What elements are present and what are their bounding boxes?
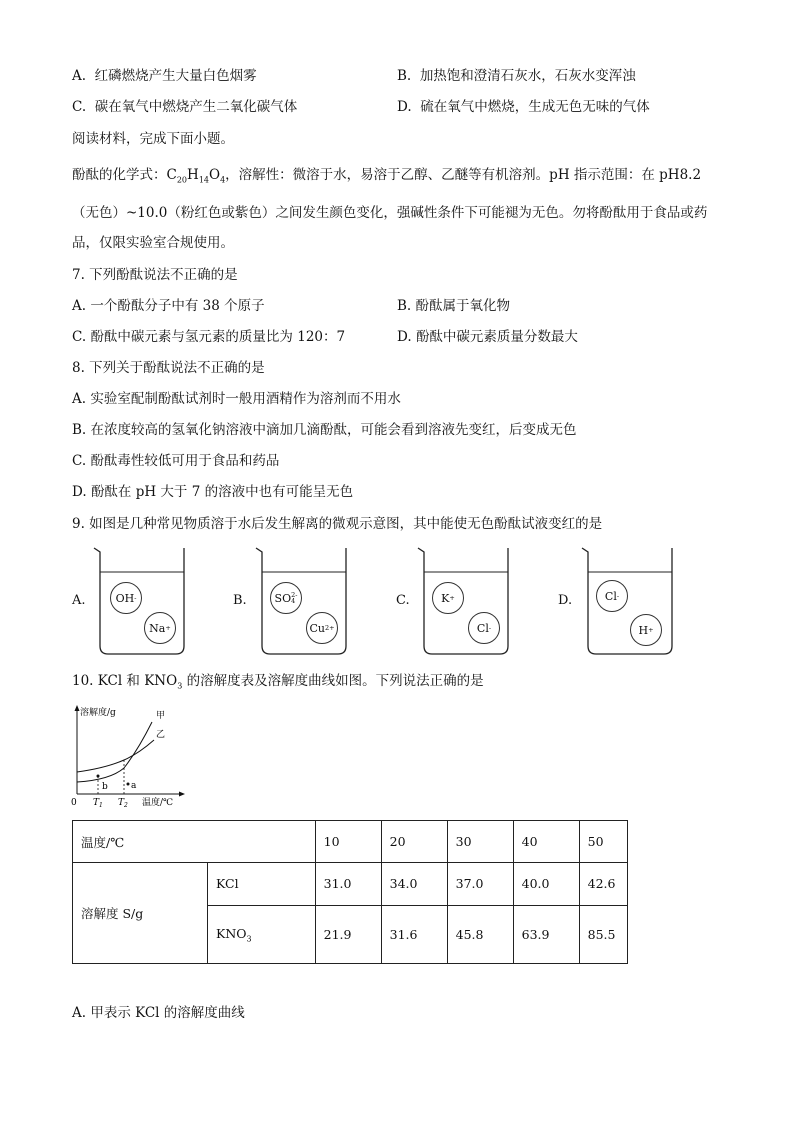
q7-stem: 7. 下列酚酞说法不正确的是 <box>72 267 238 283</box>
table-row-temp <box>73 821 628 863</box>
ion-copper: Cu 2+ <box>306 612 338 644</box>
ion-sulfate: SO 2- 4 <box>270 582 302 614</box>
curve-label-yi: 乙 <box>156 730 166 740</box>
q6-option-d: D. 硫在氧气中燃烧，生成无色无味的气体 <box>397 99 650 115</box>
beaker-d <box>580 546 680 658</box>
phenolphthalein-formula: $C_{20}H_{14}O_4$ <box>166 167 226 185</box>
graph-origin: 0 <box>71 798 77 808</box>
q6-option-a: A. 红磷燃烧产生大量白色烟雾 <box>72 68 257 84</box>
cell-temp: 50 <box>579 821 627 863</box>
cell-value: 37.0 <box>447 863 513 905</box>
curve-yi <box>77 740 154 772</box>
x-axis-arrow <box>179 792 185 797</box>
cell-temp: 20 <box>381 821 447 863</box>
t2-label: $T_2$ <box>118 798 128 809</box>
q8-option-c: C. 酚酞毒性较低可用于食品和药品 <box>72 453 280 469</box>
q9-label-c: C. <box>396 593 410 608</box>
t1-label: $T_1$ <box>93 798 103 809</box>
q8-option-d: D. 酚酞在 pH 大于 7 的溶液中也有可能呈无色 <box>72 484 354 500</box>
material-line-3: 品，仅限实验室合规使用。 <box>72 235 234 251</box>
y-axis-arrow <box>75 705 80 711</box>
material-line-2: （无色）~10.0（粉红色或紫色）之间发生颜色变化，强碱性条件下可能褪为无色。勿将酚酞用于食品或药 <box>72 205 708 221</box>
cell-value: 40.0 <box>513 863 579 905</box>
cell-value: 31.0 <box>315 863 381 905</box>
q8-option-a: A. 实验室配制酚酞试剂时一般用酒精作为溶剂而不用水 <box>72 391 401 407</box>
cell-temp: 30 <box>447 821 513 863</box>
cell-temp: 40 <box>513 821 579 863</box>
graph-xlabel: 温度/℃ <box>142 798 174 808</box>
q10-stem: 10. KCl 和 $KNO_3$ 的溶解度表及溶解度曲线如图。下列说法正确的是 <box>72 673 484 691</box>
point-b <box>97 775 100 778</box>
ion-hydroxide: OH - <box>110 582 142 614</box>
cell-value: 21.9 <box>315 905 381 963</box>
q6-option-b: B. 加热饱和澄清石灰水，石灰水变浑浊 <box>397 68 636 84</box>
graph-ylabel: 溶解度/g <box>80 708 116 718</box>
q9-label-a: A. <box>72 593 86 608</box>
q7-option-a: A. 一个酚酞分子中有 38 个原子 <box>72 298 265 314</box>
q8-option-b: B. 在浓度较高的氢氧化钠溶液中滴加几滴酚酞，可能会看到溶液先变红，后变成无色 <box>72 422 577 438</box>
beaker-b <box>254 546 354 658</box>
cell-substance: $KNO_3$ <box>208 905 316 963</box>
reading-intro: 阅读材料，完成下面小题。 <box>72 131 234 147</box>
cell-value: 34.0 <box>381 863 447 905</box>
ion-chloride: Cl - <box>596 580 628 612</box>
table-row-kcl <box>73 863 628 905</box>
solubility-graph <box>70 702 190 816</box>
q10-option-a: A. 甲表示 KCl 的溶解度曲线 <box>72 1005 245 1021</box>
cell-temp: 10 <box>315 821 381 863</box>
solubility-table <box>72 820 628 964</box>
point-b-label: b <box>102 782 108 792</box>
cell-value: 85.5 <box>579 905 627 963</box>
beaker-a <box>92 546 192 658</box>
q6-option-c: C. 碳在氧气中燃烧产生二氧化碳气体 <box>72 99 298 115</box>
q9-label-b: B. <box>233 593 247 608</box>
cell-value: 42.6 <box>579 863 627 905</box>
cell-value: 45.8 <box>447 905 513 963</box>
cell-temp-label: 温度/℃ <box>73 821 316 863</box>
q7-option-d: D. 酚酞中碳元素质量分数最大 <box>397 329 578 345</box>
q9-stem: 9. 如图是几种常见物质溶于水后发生解离的微观示意图，其中能使无色酚酞试液变红的是 <box>72 516 603 532</box>
curve-jia <box>77 722 152 782</box>
point-a <box>127 783 130 786</box>
cell-value: 63.9 <box>513 905 579 963</box>
material-line-1: 酚酞的化学式：$C_{20}H_{14}O_4$，溶解性：微溶于水，易溶于乙醇、乙醚等有机溶剂。pH 指示范围：在 pH8.2 <box>72 167 702 185</box>
cell-value: 31.6 <box>381 905 447 963</box>
ion-chloride: Cl - <box>468 612 500 644</box>
cell-sol-label: 溶解度 S/g <box>73 863 208 964</box>
q7-option-c: C. 酚酞中碳元素与氢元素的质量比为 120：7 <box>72 329 346 345</box>
ion-hydrogen: H + <box>630 614 662 646</box>
q9-label-d: D. <box>558 593 573 608</box>
point-a-label: a <box>131 781 137 791</box>
curve-label-jia: 甲 <box>156 711 166 721</box>
beaker-c <box>416 546 516 658</box>
cell-substance: KCl <box>208 863 316 905</box>
ion-sodium: Na + <box>144 612 176 644</box>
q8-stem: 8. 下列关于酚酞说法不正确的是 <box>72 360 265 376</box>
ion-potassium: K + <box>432 582 464 614</box>
q7-option-b: B. 酚酞属于氧化物 <box>397 298 511 314</box>
